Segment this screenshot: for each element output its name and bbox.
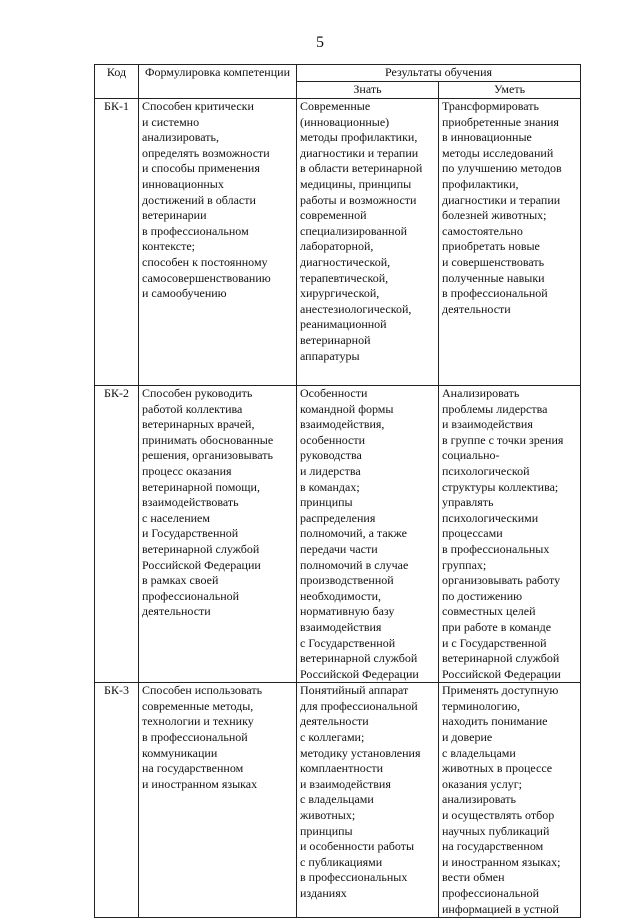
- text-line: полномочий, а также: [300, 526, 407, 541]
- text-line: технологии и технику: [142, 714, 254, 729]
- text-line: и с Государственной: [442, 635, 547, 650]
- competence-formulation: [139, 386, 297, 683]
- text-line: и самообучению: [142, 286, 227, 301]
- text-line: и доверие: [442, 730, 493, 745]
- text-line: специализированной: [300, 223, 408, 238]
- text-line: способен к постоянному: [142, 254, 268, 269]
- text-line: терминологию,: [442, 698, 520, 713]
- text-line: социально-: [442, 448, 500, 463]
- text-line: ветеринарной: [300, 332, 371, 347]
- text-line: Особенности: [300, 386, 368, 400]
- header-can: Уметь: [439, 82, 581, 99]
- page-number: 5: [316, 34, 324, 51]
- text-line: Способен критически: [142, 99, 254, 113]
- text-line: психологической: [442, 463, 530, 478]
- competence-formulation: [139, 99, 297, 386]
- text-line: работы и возможности: [300, 192, 417, 207]
- text-line: современной: [300, 208, 367, 223]
- text-line: Современные: [300, 99, 371, 113]
- text-line: решения, организовывать: [142, 448, 273, 463]
- text-line: деятельности: [300, 714, 369, 729]
- text-line: диагностики и терапии: [300, 145, 419, 160]
- text-line: самосовершенствованию: [142, 270, 271, 285]
- text-line: и системно: [142, 114, 200, 129]
- text-line: Способен использовать: [142, 683, 263, 698]
- learning-result-can: [439, 386, 581, 683]
- text-line: группах;: [442, 557, 487, 572]
- text-line: процессами: [442, 526, 503, 541]
- text-line: находить понимание: [442, 714, 548, 729]
- text-line: Трансформировать: [442, 99, 539, 113]
- competence-code: БК-1: [95, 99, 139, 386]
- text-line: определять возможности: [142, 145, 270, 160]
- text-line: при работе в команде: [442, 619, 552, 634]
- text-line: командной формы: [300, 401, 394, 416]
- text-line: вести обмен: [442, 870, 505, 885]
- text-line: и осуществлять отбор: [442, 808, 555, 823]
- text-line: с Государственной: [300, 635, 396, 650]
- table-body: [95, 99, 581, 918]
- text-line: и иностранном языках: [142, 776, 258, 791]
- text-line: в области ветеринарной: [300, 161, 423, 176]
- text-line: и Государственной: [142, 526, 239, 541]
- text-line: методы исследований: [442, 145, 554, 160]
- learning-result-know: [297, 683, 439, 918]
- learning-result-can: [439, 99, 581, 386]
- text-line: по достижению: [442, 588, 523, 603]
- text-line: взаимодействия,: [300, 417, 385, 432]
- competence-code: БК-2: [95, 386, 139, 683]
- text-line: диагностики и терапии: [442, 192, 561, 207]
- text-line: аппаратуры: [300, 348, 360, 363]
- text-line: и особенности работы: [300, 839, 415, 854]
- text-line: нормативную базу: [300, 604, 395, 619]
- text-line: методы профилактики,: [300, 130, 418, 145]
- text-line: информацией в устной: [442, 901, 559, 916]
- text-line: ветеринарной помощи,: [142, 479, 260, 494]
- header-learning-results: Результаты обучения: [297, 65, 581, 82]
- text-line: взаимодействия: [300, 619, 382, 634]
- text-line: на государственном: [142, 761, 244, 776]
- text-line: в командах;: [300, 479, 360, 494]
- text-line: медицины, принципы: [300, 176, 412, 191]
- text-line: распределения: [300, 510, 376, 525]
- text-line: совместных целей: [442, 604, 536, 619]
- text-line: и иностранном языках;: [442, 854, 561, 869]
- text-line: и лидерства: [300, 463, 361, 478]
- text-line: и способы применения: [142, 161, 260, 176]
- text-line: (инновационные): [300, 114, 390, 129]
- text-line: ветеринарных врачей,: [142, 417, 255, 432]
- text-line: с владельцами: [300, 792, 374, 807]
- learning-result-know: [297, 386, 439, 683]
- text-line: достижений в области: [142, 192, 256, 207]
- text-line: коммуникации: [142, 745, 218, 760]
- header-know: Знать: [297, 82, 439, 99]
- text-line: в профессиональной: [442, 286, 548, 301]
- text-line: принципы: [300, 495, 353, 510]
- text-line: в профессиональных: [442, 541, 550, 556]
- header-code: Код: [95, 65, 139, 99]
- text-line: в профессиональных: [300, 870, 408, 885]
- text-line: работой коллектива: [142, 401, 243, 416]
- table-row: [95, 99, 581, 386]
- text-line: в профессиональной: [142, 730, 248, 745]
- text-line: на государственном: [442, 839, 544, 854]
- text-line: реанимационной: [300, 317, 387, 332]
- text-line: особенности: [300, 432, 366, 447]
- text-line: Российской Федерации: [442, 666, 561, 681]
- text-line: диагностической,: [300, 254, 391, 269]
- text-line: изданиях: [300, 886, 347, 900]
- header-formulation: Формулировка компетенции: [139, 65, 297, 99]
- text-line: производственной: [300, 573, 394, 588]
- text-line: с публикациями: [300, 854, 383, 869]
- text-line: и взаимодействия: [300, 776, 391, 791]
- text-line: инновационных: [142, 176, 224, 191]
- text-line: с коллегами;: [300, 730, 365, 745]
- text-line: Понятийный аппарат: [300, 683, 409, 698]
- text-line: Способен руководить: [142, 386, 253, 400]
- text-line: в инновационные: [442, 130, 532, 145]
- competence-table: [94, 64, 581, 918]
- text-line: в группе с точки зрения: [442, 432, 564, 447]
- table-row: [95, 683, 581, 918]
- text-line: Применять доступную: [442, 683, 559, 698]
- text-line: методику установления: [300, 745, 421, 760]
- competence-code: БК-3: [95, 683, 139, 918]
- text-line: терапевтической,: [300, 270, 389, 285]
- learning-result-can: [439, 683, 581, 918]
- text-line: по улучшению методов: [442, 161, 562, 176]
- text-line: ветеринарии: [142, 208, 207, 223]
- text-line: взаимодействовать: [142, 495, 239, 510]
- text-line: принимать обоснованные: [142, 432, 274, 447]
- competence-formulation: [139, 683, 297, 918]
- text-line: в профессиональном: [142, 223, 249, 238]
- text-line: приобретенные знания: [442, 114, 559, 129]
- text-line: комплаентности: [300, 761, 384, 776]
- text-line: оказания услуг;: [442, 776, 522, 791]
- text-line: анализировать,: [142, 130, 219, 145]
- text-line: Анализировать: [442, 386, 520, 400]
- text-line: организовывать работу: [442, 573, 561, 588]
- text-line: полномочий в случае: [300, 557, 409, 572]
- text-line: лабораторной,: [300, 239, 374, 254]
- text-line: передачи части: [300, 541, 378, 556]
- text-line: контексте;: [142, 239, 195, 254]
- text-line: необходимости,: [300, 588, 382, 603]
- text-line: профилактики,: [442, 176, 519, 191]
- text-line: полученные навыки: [442, 270, 545, 285]
- text-line: психологическими: [442, 510, 539, 525]
- text-line: хирургической,: [300, 286, 380, 301]
- text-line: ветеринарной службой: [300, 651, 418, 666]
- text-line: с населением: [142, 510, 210, 525]
- text-line: проблемы лидерства: [442, 401, 548, 416]
- text-line: и взаимодействия: [442, 417, 533, 432]
- text-line: современные методы,: [142, 698, 254, 713]
- text-line: Российской Федерации: [300, 666, 419, 681]
- text-line: научных публикаций: [442, 823, 550, 838]
- text-line: процесс оказания: [142, 463, 232, 478]
- text-line: деятельности: [442, 301, 511, 316]
- text-line: болезней животных;: [442, 208, 547, 223]
- text-line: структуры коллектива;: [442, 479, 559, 494]
- text-line: деятельности: [142, 604, 211, 619]
- text-line: с владельцами: [442, 745, 516, 760]
- text-line: принципы: [300, 823, 353, 838]
- text-line: в рамках своей: [142, 573, 219, 588]
- text-line: для профессиональной: [300, 698, 418, 713]
- text-line: профессиональной: [142, 588, 240, 603]
- learning-result-know: [297, 99, 439, 386]
- text-line: самостоятельно: [442, 223, 523, 238]
- text-line: анестезиологической,: [300, 301, 412, 316]
- table-row: [95, 386, 581, 683]
- text-line: животных в процессе: [442, 761, 553, 776]
- text-line: управлять: [442, 495, 494, 510]
- text-line: ветеринарной службой: [442, 651, 560, 666]
- text-line: животных;: [300, 808, 356, 823]
- text-line: Российской Федерации: [142, 557, 261, 572]
- text-line: ветеринарной службой: [142, 541, 260, 556]
- text-line: профессиональной: [442, 886, 540, 900]
- text-line: руководства: [300, 448, 362, 463]
- text-line: анализировать: [442, 792, 516, 807]
- text-line: и совершенствовать: [442, 254, 545, 269]
- text-line: приобретать новые: [442, 239, 540, 254]
